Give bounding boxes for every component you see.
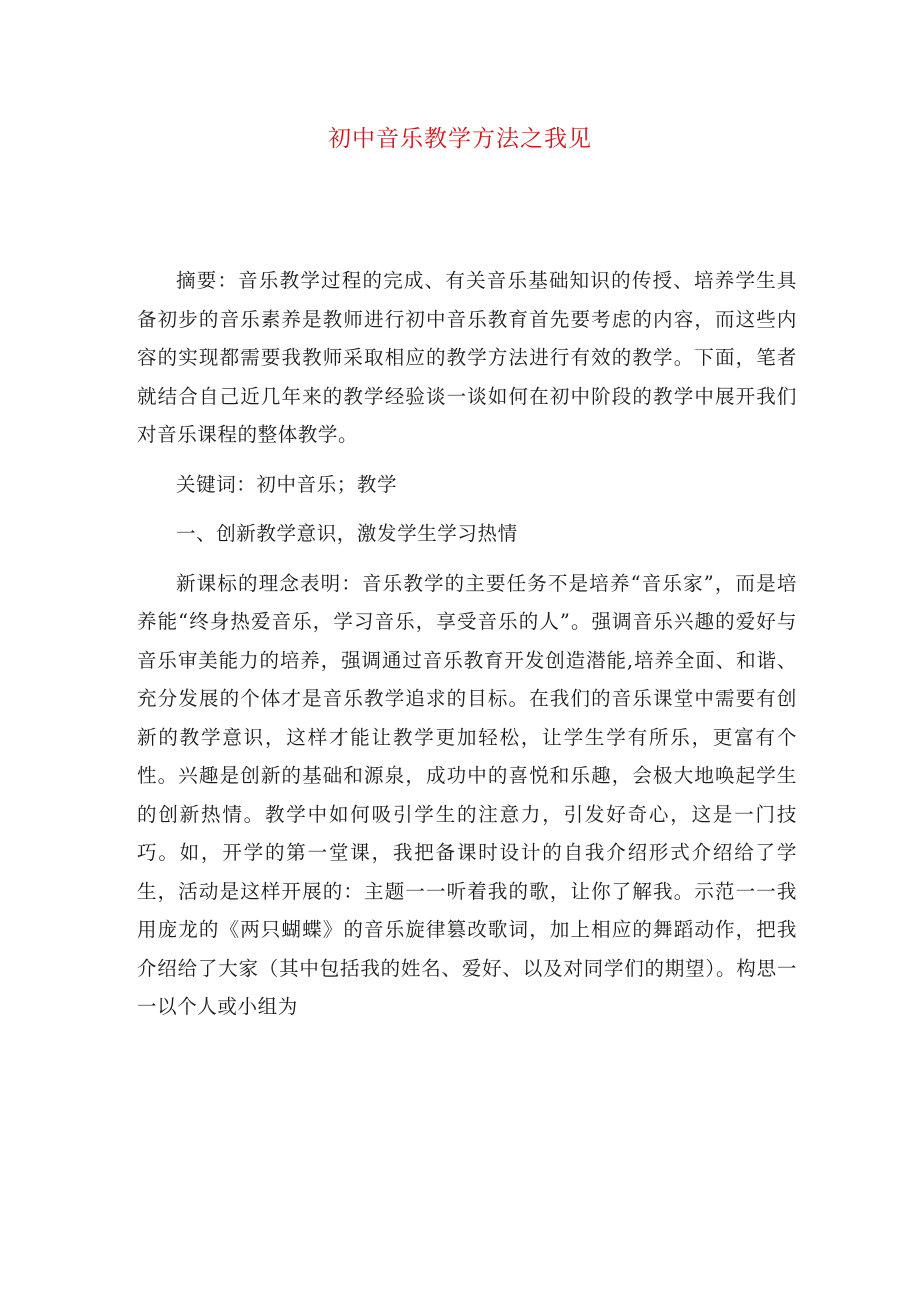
section-paragraph: 新课标的理念表明：音乐教学的主要任务不是培养“音乐家”，而是培养能“终身热爱音乐，学习音乐，享受音乐的人”。强调音乐兴趣的爱好与音乐审美能力的培养，强调通过音乐教育开发创造潜能,培养全面、和谐、充分发展的个体才是音乐教学追求的目标。在我们的音乐课堂中需要有创新的教学意识，这样才能让教学更加轻松，让学生学有所乐，更富有个性。兴趣是创新的基础和源泉，成功中的喜悦和乐趣，会极大地唤起学生的创新热情。教学中如何吸引学生的注意力，引发好奇心，这是一门技巧。如，开学的第一堂课，我把备课时设计的自我介绍形式介绍给了学生，活动是这样开展的：主题一一听着我的歌，让你了解我。示范一一我用庞龙的《两只蝴蝶》的音乐旋律篡改歌词，加上相应的舞蹈动作，把我介绍给了大家（其中包括我的姓名、爱好、以及对同学们的期望）。构思一一以个人或小组为 xyxy=(137,571,797,1018)
document-title: 初中音乐教学方法之我见 xyxy=(328,126,592,152)
keywords-line: 关键词：初中音乐；教学 xyxy=(176,472,398,496)
document-body xyxy=(137,262,797,1038)
abstract-paragraph: 摘要：音乐教学过程的完成、有关音乐基础知识的传授、培养学生具备初步的音乐素养是教师进行初中音乐教育首先要考虑的内容，而这些内容的实现都需要我教师采取相应的教学方法进行有效的教学。下面，笔者就结合自己近几年来的教学经验谈一谈如何在初中阶段的教学中展开我们对音乐课程的整体教学。 xyxy=(137,269,797,446)
section-heading: 一、创新教学意识，激发学生学习热情 xyxy=(176,522,518,545)
